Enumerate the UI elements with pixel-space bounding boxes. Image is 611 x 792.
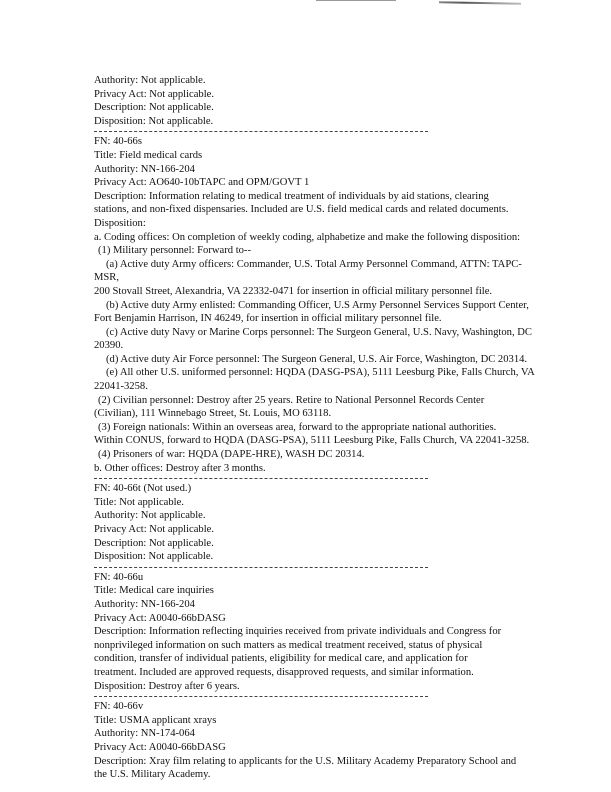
- record-privacy-act: Privacy Act: AO640-10bTAPC and OPM/GOVT 1: [94, 177, 310, 189]
- record-40-66t: [94, 482, 564, 564]
- file-number: FN: 40-66u: [94, 571, 144, 583]
- dashed-divider: [94, 696, 428, 697]
- record-40-66s: [94, 135, 564, 475]
- record-privacy-act: Privacy Act: A0040-66bDASG: [94, 612, 226, 624]
- authority-line: Authority: Not applicable.: [94, 75, 206, 86]
- description-line: Description: Not applicable.: [94, 102, 214, 114]
- dashed-divider: [94, 478, 428, 479]
- file-number: FN: 40-66t (Not used.): [94, 483, 192, 495]
- disposition-item: (a) Active duty Army officers: Commander, U.S. Total Army Personnel Command, ATTN: TAPC-: [106, 258, 522, 270]
- record-title: Title: Field medical cards: [94, 149, 203, 161]
- disposition-item: (c) Active duty Navy or Marine Corps personnel: The Surgeon General, U.S. Navy, Washington, DC: [106, 326, 532, 338]
- privacy-act-line: Privacy Act: Not applicable.: [94, 88, 215, 100]
- record-authority: Authority: Not applicable.: [94, 510, 206, 522]
- record-description: treatment. Included are approved requests, disapproved requests, and similar information.: [94, 666, 474, 678]
- disposition-item: (3) Foreign nationals: Within an overseas area, forward to the appropriate national authorities.: [98, 421, 497, 433]
- document-page: [94, 74, 564, 782]
- disposition-line: Disposition: Not applicable.: [94, 115, 214, 127]
- record-40-66v: [94, 700, 564, 782]
- file-number: FN: 40-66v: [94, 701, 144, 713]
- disposition-item: (2) Civilian personnel: Destroy after 25 years. Retire to National Personnel Records Center: [98, 394, 485, 406]
- disposition-item: Within CONUS, forward to HQDA (DASG-PSA), 5111 Leesburg Pike, Falls Church, VA 22041-3258.: [94, 435, 530, 447]
- disposition-item: (4) Prisoners of war: HQDA (DAPE-HRE), WASH DC 20314.: [98, 449, 365, 461]
- scan-artifact-line: [439, 1, 521, 4]
- dashed-divider: [94, 567, 428, 568]
- disposition-item: 22041-3258.: [94, 381, 148, 393]
- disposition-item: MSR,: [94, 272, 120, 284]
- record-privacy-act: Privacy Act: Not applicable.: [94, 524, 215, 535]
- file-number: FN: 40-66s: [94, 136, 142, 148]
- record-disposition-label: Disposition:: [94, 217, 146, 229]
- record-title: Title: Not applicable.: [94, 496, 184, 508]
- dashed-divider: [94, 131, 428, 132]
- record-description: Description: Information relating to medical treatment of individuals by aid stations, clearing: [94, 190, 489, 202]
- record-authority: Authority: NN-166-204: [94, 163, 195, 175]
- record-authority: Authority: NN-174-064: [94, 728, 195, 740]
- previous-record-fragment: [94, 74, 564, 128]
- record-disposition-label: Disposition: Destroy after 6 years.: [94, 680, 240, 692]
- record-disposition-label: Disposition: Not applicable.: [94, 551, 214, 563]
- disposition-item: 20390.: [94, 340, 124, 352]
- record-description: Description: Not applicable.: [94, 537, 214, 549]
- record-privacy-act: Privacy Act: A0040-66bDASG: [94, 741, 226, 753]
- record-authority: Authority: NN-166-204: [94, 598, 195, 610]
- disposition-item: (1) Military personnel: Forward to--: [98, 245, 251, 257]
- record-description: Description: Xray film relating to applicants for the U.S. Military Academy Preparatory School and: [94, 755, 517, 767]
- disposition-item: (d) Active duty Air Force personnel: The Surgeon General, U.S. Air Force, Washington, DC 20314.: [106, 353, 528, 365]
- record-description: Description: Information reflecting inquiries received from private individuals and Congress for: [94, 626, 502, 638]
- disposition-item: (Civilian), 111 Winnebago Street, St. Louis, MO 63118.: [94, 408, 332, 420]
- disposition-item: (b) Active duty Army enlisted: Commanding Officer, U.S Army Personnel Services Support Center,: [106, 299, 529, 311]
- disposition-item: b. Other offices: Destroy after 3 months.: [94, 462, 266, 474]
- disposition-item: a. Coding offices: On completion of weekly coding, alphabetize and make the following disposition:: [94, 231, 521, 243]
- record-title: Title: Medical care inquiries: [94, 585, 214, 597]
- record-40-66u: [94, 571, 564, 693]
- scan-artifact-line: [316, 0, 396, 1]
- disposition-item: 200 Stovall Street, Alexandria, VA 22332-0471 for insertion in official military personnel file.: [94, 285, 493, 297]
- record-title: Title: USMA applicant xrays: [94, 714, 217, 726]
- disposition-item: Fort Benjamin Harrison, IN 46249, for insertion in official military personnel file.: [94, 313, 442, 325]
- record-description: stations, and non-fixed dispensaries. Included are U.S. field medical cards and related documents.: [94, 204, 509, 216]
- record-description: the U.S. Military Academy.: [94, 769, 211, 781]
- record-description: condition, transfer of individual patients, eligibility for medical care, and application for: [94, 653, 468, 665]
- record-description: nonprivileged information on such matters as medical treatment received, status of physical: [94, 639, 483, 651]
- disposition-item: (e) All other U.S. uniformed personnel: HQDA (DASG-PSA), 5111 Leesburg Pike, Falls Church, VA: [106, 367, 535, 379]
